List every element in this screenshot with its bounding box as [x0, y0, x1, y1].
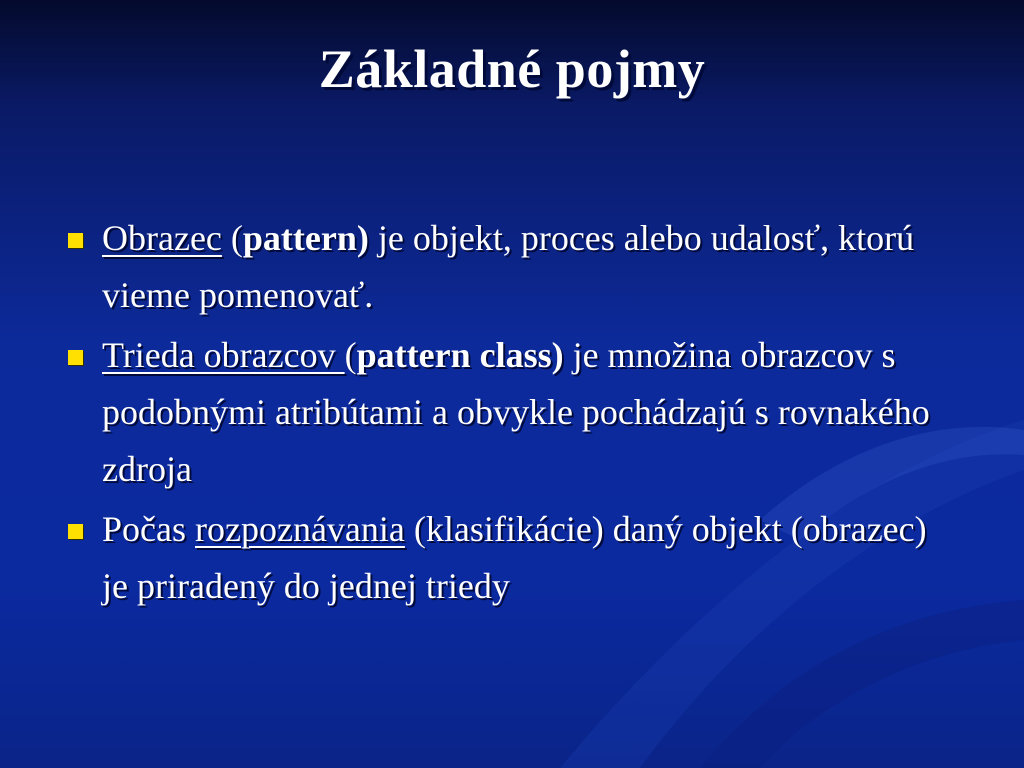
- bullet-square-icon: [68, 233, 83, 248]
- definition-text: (klasifikácie) daný objekt (obrazec) je priradený do jednej triedy: [102, 509, 927, 606]
- definition-text: je množina obrazcov s podobnými atribútami a obvykle pochádzajú s rovnakého zdroja: [102, 335, 930, 489]
- lead-text: Počas: [102, 509, 195, 549]
- term-english: pattern class): [356, 335, 564, 375]
- term-obrazec: Obrazec: [102, 218, 222, 258]
- term-rozpoznavania: rozpoznávania: [195, 509, 405, 549]
- term-english: pattern): [242, 218, 369, 258]
- bullet-item-pattern: [60, 210, 960, 324]
- bullet-square-icon: [68, 524, 83, 539]
- paren: (: [344, 335, 357, 375]
- bullet-item-pattern-class: [60, 327, 960, 498]
- slide-title: Základné pojmy: [318, 39, 706, 99]
- bullet-square-icon: [68, 350, 83, 365]
- definition-text: je objekt, proces alebo udalosť, ktorú vieme pomenovať.: [102, 218, 915, 315]
- bullet-list: [60, 210, 960, 618]
- term-trieda-obrazcov: Trieda obrazcov: [102, 335, 345, 375]
- paren: (: [221, 218, 243, 258]
- bullet-item-recognition: [60, 501, 960, 615]
